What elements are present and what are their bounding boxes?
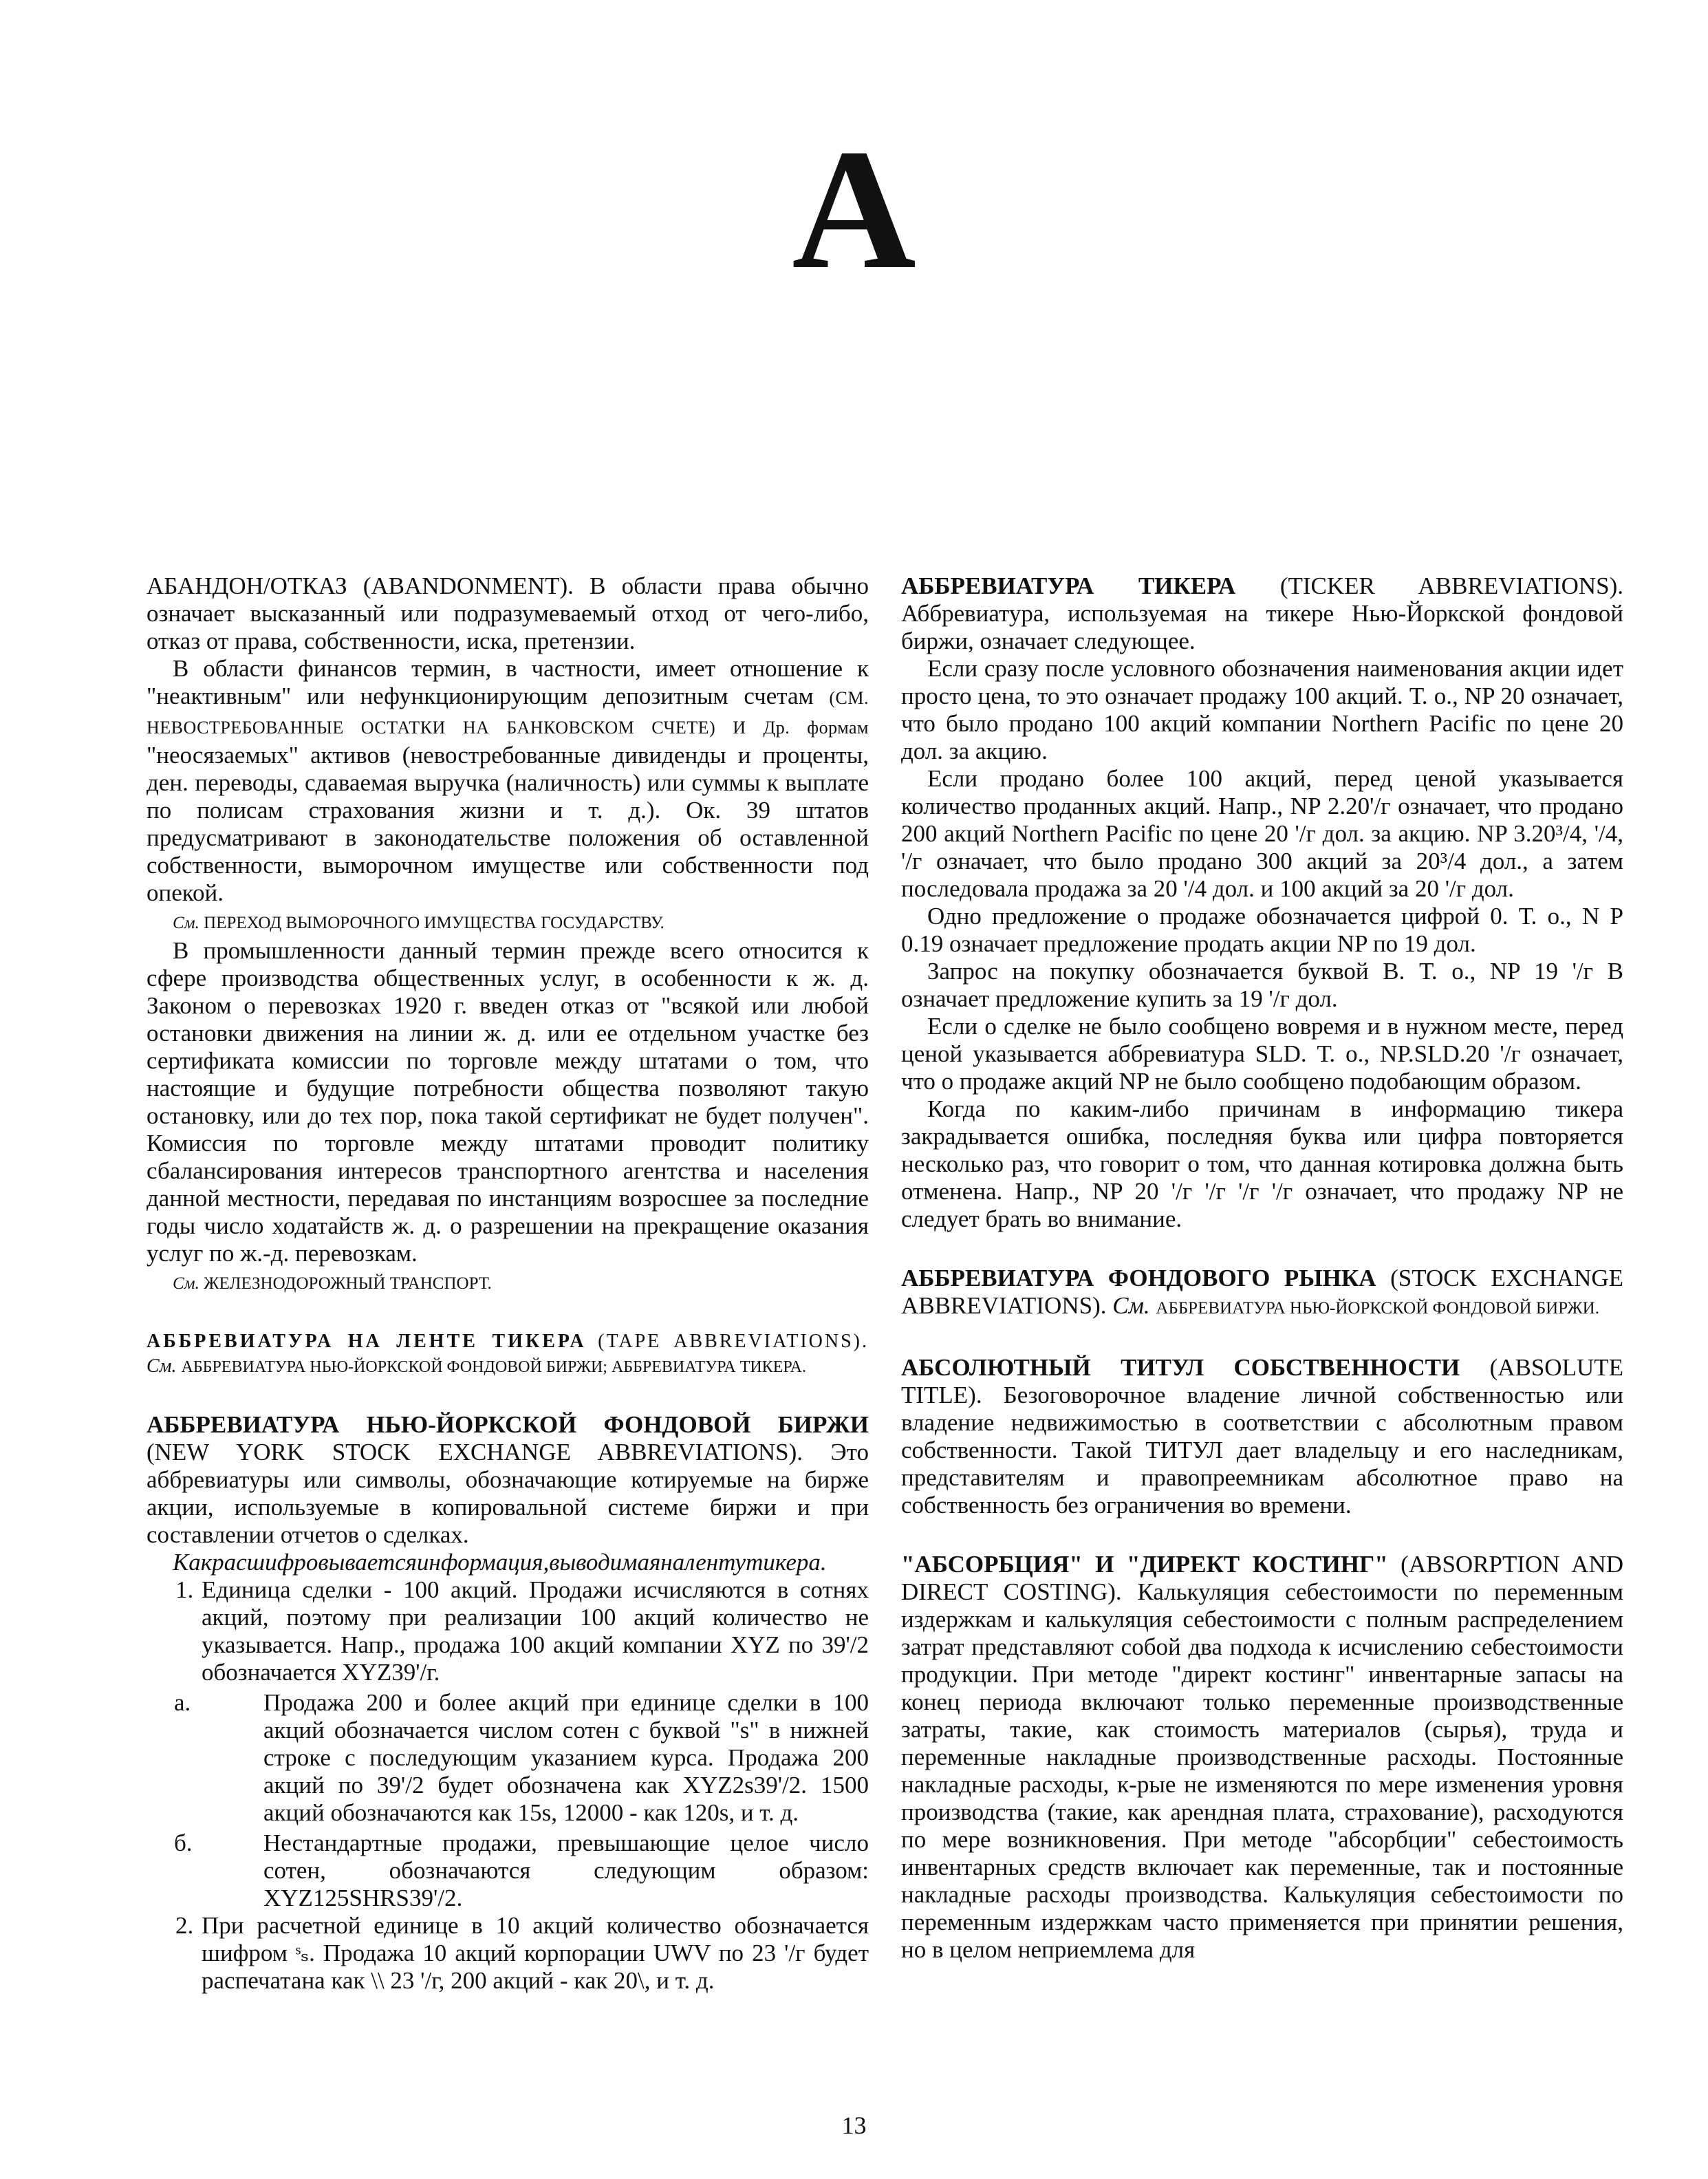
entry-headword: АБАНДОН/ОТКАЗ (ABANDONMENT). [147,572,574,599]
list-text: Продажа 200 и более акций при единице сделки в 100 акций обозначается числом сотен с буквой "s" в нижней строке с последующим указанием курса. Продажа 200 акций по 39'/2 будет обозначена как XYZ2s39'/2. 1500 акций обозначаются как 15s, 12000 - как 120s, и т. д. [263,1689,869,1826]
cross-reference[interactable]: АББРЕВИАТУРА НЬЮ-ЙОРКСКОЙ ФОНДОВОЙ БИРЖИ. [1156,1299,1599,1318]
entry-headword: АББРЕВИАТУРА НЬЮ-ЙОРКСКОЙ ФОНДОВОЙ БИРЖИ [147,1411,869,1438]
list-text: Единица сделки - 100 акций. Продажи исчисляются в сотнях акций, поэтому при реализации 100 акций количество не указывается. Напр., продажа 100 акций компании XYZ по 39'/2 обозначается XYZ39'/г. [202,1576,869,1686]
entry-absorption-direct-costing [901,1551,1623,1964]
entry-english: (ABSOLUTE TITLE). [901,1354,1623,1408]
left-column [147,572,869,2006]
list-letter: а. [174,1689,191,1716]
list-text: При расчетной единице в 10 акций количество обозначается шифром ˢₛ. Продажа 10 акций корпорации UWV по 23 '/г будет распечатана как \\ 23 '/г, 200 акций - как 20\, и т. д. [202,1912,869,1994]
entry-english: (TAPE ABBREVIATIONS). [598,1331,869,1352]
entry-english: (NEW YORK STOCK EXCHANGE ABBREVIATIONS). [147,1439,803,1466]
entry-headword: АББРЕВИАТУРА НА ЛЕНТЕ ТИКЕРА [147,1331,587,1352]
entry-english: (STOCK EXCHANGE ABBREVIATIONS). [901,1265,1623,1319]
entry-headword: АББРЕВИАТУРА ТИКЕРА [901,572,1236,599]
entry-subheading: Какрасшифровываетсяинформация,выводимаяналентутикера. [173,1549,827,1576]
see-label: См. [1112,1292,1150,1319]
entry-english: (TICKER ABBREVIATIONS). [1279,572,1623,599]
list-subitem [174,1689,869,1827]
entry-text: Это аббревиатуры или символы, обозначающие котируемые на бирже акции, используемые в копировальной системе биржи и при составлении отчетов о сделках. [147,1439,869,1548]
entry-nyse-abbreviations [147,1411,869,1995]
entry-text: В области права обычно означает высказанный или подразумеваемый отход от чего-либо, отказ от права, собственности, иска, претензии. [147,572,869,654]
list-letter: б. [174,1829,193,1856]
page-number: 13 [841,2112,867,2139]
entry-headword: "АБСОРБЦИЯ" И "ДИРЕКТ КОСТИНГ" [901,1551,1388,1578]
section-letter: А [792,114,916,305]
list-text: Нестандартные продажи, превышающие целое число сотен, обозначаются следующим образом: XYZ125SHRS39'/2. [263,1829,869,1911]
entry-english: (ABSORPTION AND DIRECT COSTING). [901,1551,1623,1605]
entry-ticker-abbreviations [901,572,1623,1233]
see-label: См. [173,914,199,932]
entry-text: Калькуляция себестоимости по переменным издержкам и калькуляция себестоимости с полным распределением затрат представляют собой два подхода к исчислению себестоимости продукции. При методе "директ костинг" инвентарные запасы на конец периода включают только переменные производственные затраты, такие, как стоимость материалов (сырья), труда и переменные накладные производственные расходы. Постоянные накладные расходы, к-рые не изменяются по мере изменения уровня производства (такие, как арендная плата, страхование), расходуются по мере возникновения. При методе "абсорбции" себестоимость инвентарных средств включает как переменные, так и постоянные накладные расходы производства. Калькуляция себестоимости по переменным издержкам часто применяется при принятии решения, но в целом неприемлема для [901,1578,1624,1963]
see-label: См. [173,1274,199,1293]
entry-text: Если о сделке не было сообщено вовремя и в нужном месте, перед ценой указывается аббревиатура SLD. Т. о., NP.SLD.20 '/г означает, что о продаже акций NP не было сообщено подобающим образом. [901,1013,1623,1095]
entry-text: В области финансов термин, в частности, имеет отношение к "неактивным" или нефункционирующим депозитным счетам [147,655,869,709]
see-label: См. [147,1355,177,1377]
entry-absolute-title [901,1354,1623,1519]
entry-headword: АБСОЛЮТНЫЙ ТИТУЛ СОБСТВЕННОСТИ [901,1354,1460,1381]
entry-text: Если сразу после условного обозначения наименования акции идет просто цена, то это означает продажу 100 акций. Т. о., NP 20 означает, что было продано 100 акций компании Northern Pacific по цене 20 дол. за акцию. [901,655,1623,764]
entry-abandonment [147,572,869,1298]
numbered-list [147,1576,869,1995]
entry-stock-exchange-abbreviations [901,1265,1623,1322]
entry-text: Когда по каким-либо причинам в информацию тикера закрадывается ошибка, последняя буква или цифра повторяется несколько раз, что говорит о том, что данная котировка должна быть отменена. Напр., NP 20 '/г '/г '/г '/г означает, что продажу NP не следует брать во внимание. [901,1095,1623,1232]
list-item [175,1912,869,1995]
list-number: 2. [175,1912,194,1939]
entry-text: Запрос на покупку обозначается буквой В. Т. о., NP 19 '/г В означает предложение купить за 19 '/г дол. [901,958,1623,1012]
entry-tape-abbreviations [147,1329,869,1380]
entry-text: Аббревиатура, используемая на тикере Нью-Йоркской фондовой биржи, означает следующее. [901,600,1623,654]
cross-reference[interactable]: АББРЕВИАТУРА НЬЮ-ЙОРКСКОЙ ФОНДОВОЙ БИРЖИ; АББРЕВИАТУРА ТИКЕРА. [181,1358,806,1376]
cross-reference[interactable]: ПЕРЕХОД ВЫМОРОЧНОГО ИМУЩЕСТВА ГОСУДАРСТВУ. [204,914,664,932]
right-column [901,572,1623,1975]
list-subitem [174,1829,869,1912]
cross-reference[interactable]: (СМ. НЕВОСТРЕБОВАННЫЕ ОСТАТКИ НА БАНКОВСКОМ СЧЕТЕ) И Др. формам [147,688,869,738]
entry-text: "неосязаемых" активов (невостребованные дивиденды и проценты, ден. переводы, сдаваемая выручка (наличность) или суммы к выплате по полисам страхования жизни и т. д.). Ок. 39 штатов предусматривают в законодательстве положения об оставленной собственности, выморочном имуществе или собственности под опекой. [147,742,869,906]
entry-text: Одно предложение о продаже обозначается цифрой 0. Т. о., N P 0.19 означает предложение продать акции NP по 19 дол. [901,903,1623,957]
list-item [174,1576,869,1912]
list-number: 1. [175,1576,194,1603]
entry-text: В промышленности данный термин прежде всего относится к сфере производства общественных услуг, в особенности к ж. д. Законом о перевозках 1920 г. введен отказ от "всякой или любой остановки движения на линии ж. д. или ее отдельном участке без сертификата комиссии по торговле между штатами о том, что настоящие и будущие потребности общества позволяют такую остановку, или до тех пор, пока такой сертификат не будет получен". Комиссия по торговле между штатами проводит политику сбалансирования интересов транспортного агентства и населения данной местности, передавая по инстанциям возросшее за последние годы число ходатайств ж. д. о разрешении на прекращение оказания услуг по ж.-д. перевозкам. [147,937,869,1267]
entry-text: Если продано более 100 акций, перед ценой указывается количество проданных акций. Напр., NP 2.20'/г означает, что продано 200 акций Northern Pacific по цене 20 '/г дол. за акцию. NP 3.20³/4, '/4, '/г означает, что было продано 300 акций за 20³/4 дол., а затем последовала продажа за 20 '/4 дол. и 100 акций за 20 '/г дол. [901,765,1623,902]
cross-reference[interactable]: ЖЕЛЕЗНОДОРОЖНЫЙ ТРАНСПОРТ. [204,1274,492,1293]
entry-headword: АББРЕВИАТУРА ФОНДОВОГО РЫНКА [901,1265,1376,1291]
entry-text: Безоговорочное владение личной собственностью или владение недвижимостью в соответствии с абсолютным правом собственности. Такой ТИТУЛ дает владельцу и его наследникам, представителям и правопреемникам абсолютное право на собственность без ограничения во времени. [901,1382,1624,1518]
